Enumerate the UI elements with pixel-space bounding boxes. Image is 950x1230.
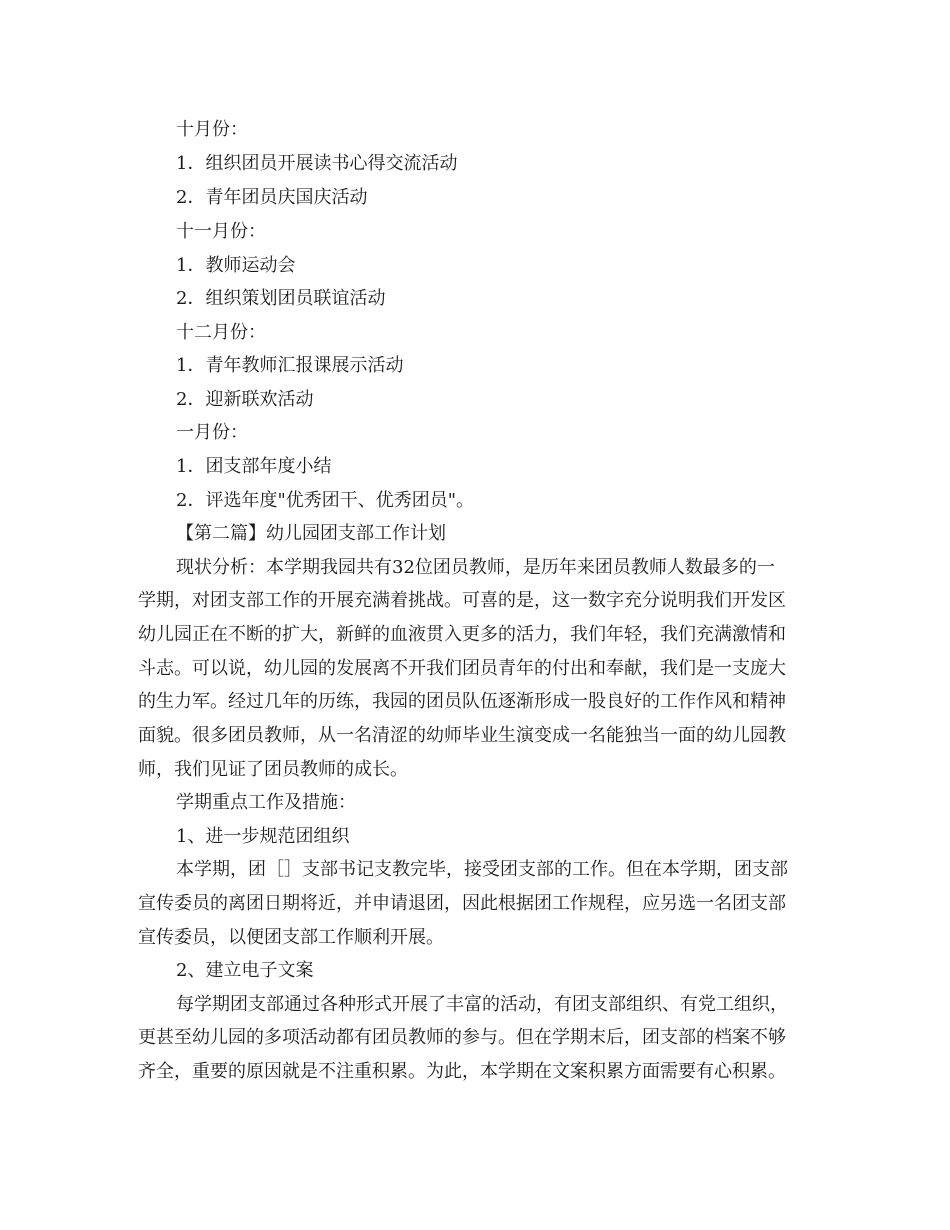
subheading: 学期重点工作及措施：	[176, 792, 356, 813]
paragraph-line: 更甚至幼儿园的多项活动都有团员教师的参与。但在学期末后，团支部的档案不够	[138, 1027, 786, 1048]
list-item: 2．组织策划团员联谊活动	[176, 288, 386, 309]
list-item: 1．组织团员开展读书心得交流活动	[176, 153, 458, 174]
paragraph-line: 宣传委员，以便团支部工作顺利开展。	[138, 927, 444, 948]
paragraph-line: 每学期团支部通过各种形式开展了丰富的活动，有团支部组织、有党工组织，	[176, 994, 788, 1015]
section-title: 【第二篇】幼儿园团支部工作计划	[176, 523, 446, 544]
list-item: 2．迎新联欢活动	[176, 389, 314, 410]
paragraph-line: 宣传委员的离团日期将近，并申请退团，因此根据团工作规程，应另选一名团支部	[138, 893, 786, 914]
list-item: 2．青年团员庆国庆活动	[176, 187, 368, 208]
paragraph-line: 面貌。很多团员教师，从一名清涩的幼师毕业生演变成一名能独当一面的幼儿园教	[138, 725, 786, 746]
list-item: 2．评选年度"优秀团干、优秀团员"。	[176, 490, 475, 511]
paragraph-line: 学期，对团支部工作的开展充满着挑战。可喜的是，这一数字充分说明我们开发区	[138, 590, 786, 611]
paragraph-line: 本学期，团［］支部书记支教完毕，接受团支部的工作。但在本学期，团支部	[176, 859, 788, 880]
list-item: 1．教师运动会	[176, 255, 296, 276]
paragraph-line: 齐全，重要的原因就是不注重积累。为此，本学期在文案积累方面需要有心积累。	[138, 1061, 786, 1082]
list-item: 1．青年教师汇报课展示活动	[176, 355, 404, 376]
paragraph-line: 现状分析：本学期我园共有32位团员教师，是历年来团员教师人数最多的一	[176, 557, 775, 578]
subheading: 2、建立电子文案	[176, 960, 314, 981]
month-heading-january: 一月份：	[176, 422, 248, 443]
list-item: 1．团支部年度小结	[176, 456, 332, 477]
month-heading-october: 十月份：	[176, 119, 248, 140]
paragraph-line: 师，我们见证了团员教师的成长。	[138, 759, 408, 780]
month-heading-december: 十二月份：	[176, 322, 266, 343]
month-heading-november: 十一月份：	[176, 221, 266, 242]
paragraph-line: 斗志。可以说，幼儿园的发展离不开我们团员青年的付出和奉献，我们是一支庞大	[138, 658, 786, 679]
paragraph-line: 幼儿园正在不断的扩大，新鲜的血液贯入更多的活力，我们年轻，我们充满激情和	[138, 624, 786, 645]
subheading: 1、进一步规范团组织	[176, 826, 350, 847]
paragraph-line: 的生力军。经过几年的历练，我园的团员队伍逐渐形成一股良好的工作作风和精神	[138, 691, 786, 712]
